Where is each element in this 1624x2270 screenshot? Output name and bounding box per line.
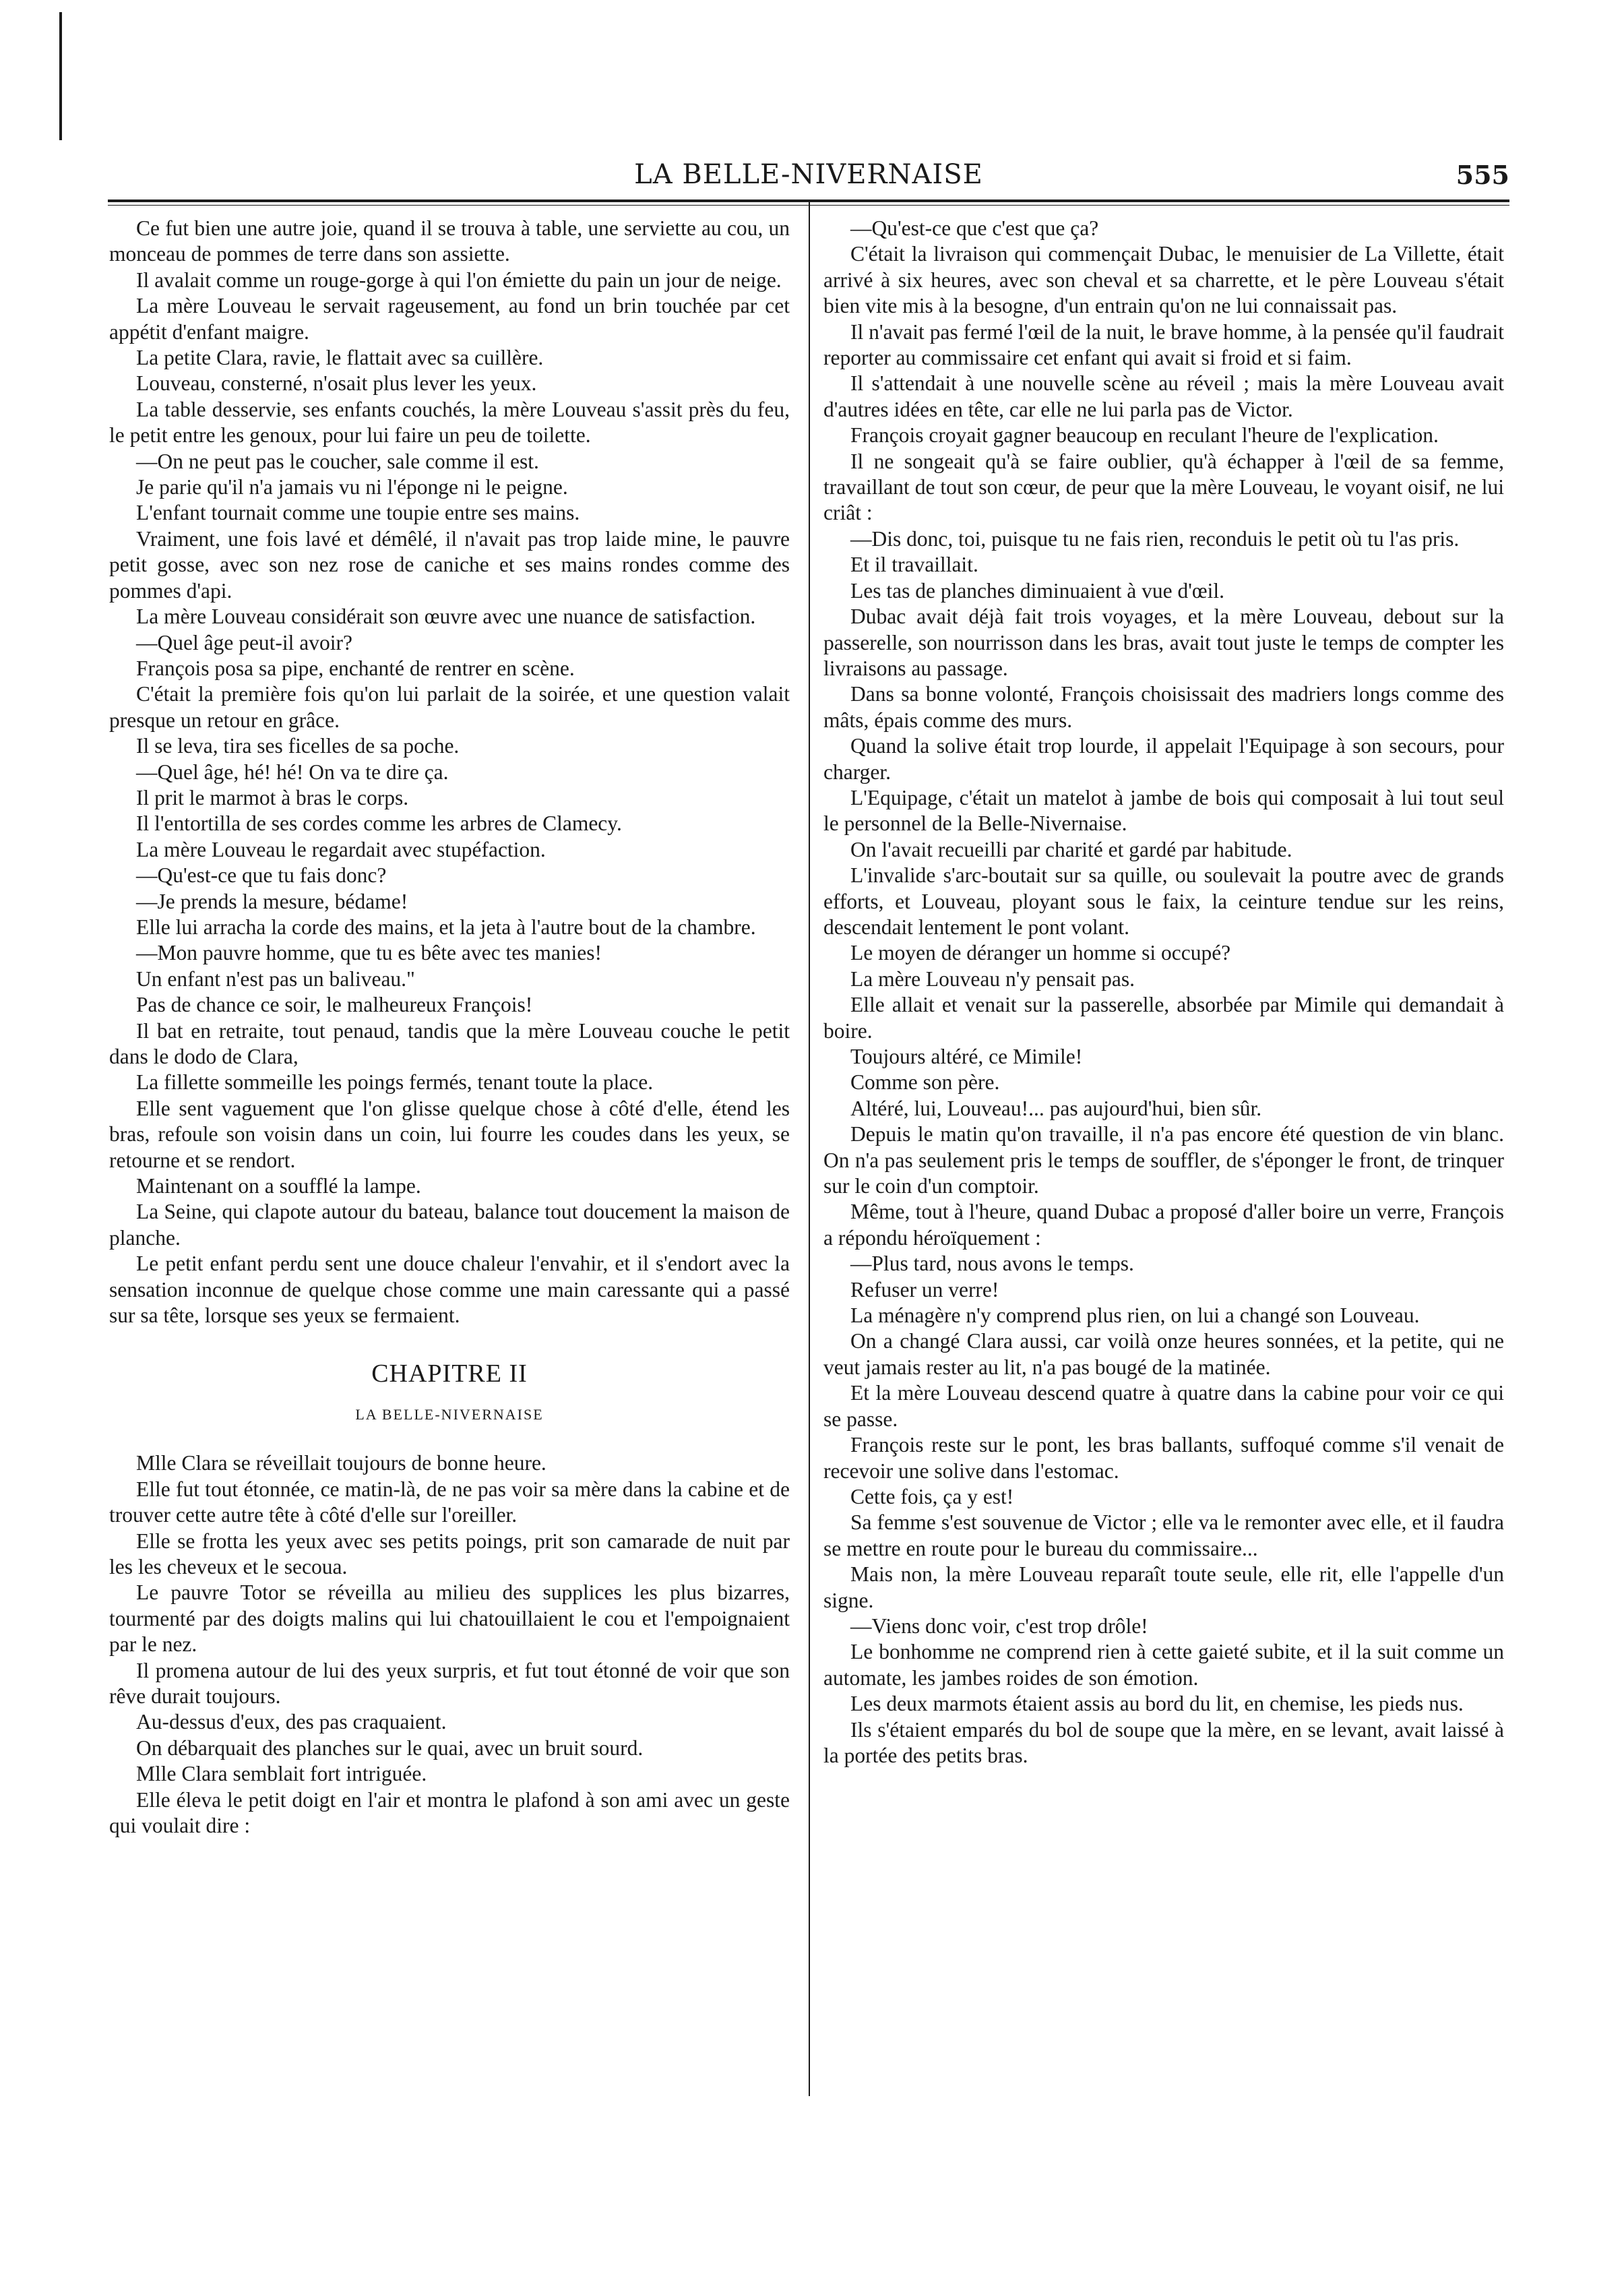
paragraph: Dans sa bonne volonté, François choisissait des madriers longs comme des mâts, épais comme des murs. <box>823 682 1504 732</box>
paragraph: On a changé Clara aussi, car voilà onze heures sonnées, et la petite, qui ne veut jamais rester au lit, n'a pas bougé de la matinée. <box>823 1329 1504 1379</box>
paragraph: Mlle Clara semblait fort intriguée. <box>136 1762 427 1786</box>
paragraph: Même, tout à l'heure, quand Dubac a proposé d'aller boire un verre, François a répondu héroïquement : <box>823 1200 1504 1250</box>
paragraph: —On ne peut pas le coucher, sale comme il est. <box>136 449 539 473</box>
paragraph: Comme son père. <box>850 1070 1000 1095</box>
paragraph: La table desservie, ses enfants couchés, la mère Louveau s'assit près du feu, le petit entre les genoux, pour lui faire un peu de toilette. <box>109 397 790 448</box>
paragraph: Je parie qu'il n'a jamais vu ni l'éponge ni le peigne. <box>136 475 568 499</box>
paragraph: Le petit enfant perdu sent une douce chaleur l'envahir, et il s'endort avec la sensation inconnue de quelque chose comme une main caressante qui a passé sur sa tête, lorsque ses yeux se fermaient. <box>109 1252 790 1328</box>
paragraph: Refuser un verre! <box>850 1277 999 1301</box>
column-divider <box>809 202 810 2096</box>
paragraph: Il bat en retraite, tout penaud, tandis que la mère Louveau couche le petit dans le dodo de Clara, <box>109 1018 790 1068</box>
paragraph: Dubac avait déjà fait trois voyages, et la mère Louveau, debout sur la passerelle, son nourrisson dans les bras, avait tout juste le temps de compter les livraisons au passage. <box>823 605 1504 680</box>
paragraph: Le moyen de déranger un homme si occupé? <box>850 941 1231 965</box>
page-header <box>108 156 1509 190</box>
paragraph: François posa sa pipe, enchanté de rentrer en scène. <box>136 656 575 680</box>
paragraph: Louveau, consterné, n'osait plus lever les yeux. <box>136 371 537 396</box>
paragraph: Le pauvre Totor se réveilla au milieu des supplices les plus bizarres, tourmenté par des doigts malins qui lui chatouillaient le cou et l'empoignaient par le nez. <box>109 1581 790 1657</box>
paragraph: Les deux marmots étaient assis au bord du lit, en chemise, les pieds nus. <box>850 1692 1464 1716</box>
paragraph: Vraiment, une fois lavé et démêlé, il n'avait pas trop laide mine, le pauvre petit gosse, avec son nez rose de caniche et ses mains rondes comme des pommes d'api. <box>109 526 790 603</box>
paragraph: La petite Clara, ravie, le flattait avec sa cuillère. <box>136 346 544 370</box>
paragraph: Sa femme s'est souvenue de Victor ; elle va le remonter avec elle, et il faudra se mettre en route pour le bureau du commissaire... <box>823 1510 1504 1560</box>
paragraph: La mère Louveau le servait rageusement, au fond un brin touchée par cet appétit d'enfant maigre. <box>109 294 790 344</box>
paragraph: —Quel âge peut-il avoir? <box>136 630 352 654</box>
paragraph: Et il travaillait. <box>850 553 978 577</box>
paragraph: —Quel âge, hé! hé! On va te dire ça. <box>136 760 449 784</box>
paragraph: François croyait gagner beaucoup en reculant l'heure de l'explication. <box>850 423 1439 448</box>
paragraph: Altéré, lui, Louveau!... pas aujourd'hui, bien sûr. <box>850 1096 1262 1120</box>
chapter-title: CHAPITRE II <box>371 1359 528 1388</box>
paragraph: Elle sent vaguement que l'on glisse quelque chose à côté d'elle, étend les bras, refoule son voisin dans un coin, lui fourre les coudes dans les yeux, se retourne et se rendort. <box>109 1096 790 1172</box>
paragraph: François reste sur le pont, les bras ballants, suffoqué comme s'il venait de recevoir une solive dans l'estomac. <box>823 1433 1504 1483</box>
paragraph: —Je prends la mesure, bédame! <box>136 889 408 913</box>
right-column <box>823 216 1504 1769</box>
left-paragraphs-after <box>109 1450 790 1839</box>
chapter-subtitle: LA BELLE-NIVERNAISE <box>355 1405 544 1423</box>
paragraph: Il ne songeait qu'à se faire oublier, qu'à échapper à l'œil de sa femme, travaillant de tout son cœur, de peur que la mère Louveau, le voyant oisif, ne lui criât : <box>823 449 1504 525</box>
paragraph: Cette fois, ça y est! <box>850 1484 1014 1508</box>
paragraph: Il prit le marmot à bras le corps. <box>136 785 409 809</box>
paragraph: C'était la première fois qu'on lui parlait de la soirée, et une question valait presque un retour en grâce. <box>109 682 790 732</box>
paragraph: Elle éleva le petit doigt en l'air et montra le plafond à son ami avec un geste qui voulait dire : <box>109 1787 790 1837</box>
margin-rule <box>59 12 62 140</box>
paragraph: La ménagère n'y comprend plus rien, on lui a changé son Louveau. <box>850 1303 1420 1328</box>
paragraph: Le bonhomme ne comprend rien à cette gaieté subite, et il la suit comme un automate, les jambes roides de son émotion. <box>823 1640 1504 1690</box>
page-number: 555 <box>1456 160 1509 190</box>
paragraph: Il s'attendait à une nouvelle scène au réveil ; mais la mère Louveau avait d'autres idées en tête, car elle ne lui parla pas de Victor. <box>823 371 1504 421</box>
paragraph: C'était la livraison qui commençait Dubac, le menuisier de La Villette, était arrivé à six heures, avec son cheval et sa charrette, et le père Louveau s'était bien vite mis à la besogne, d'un entrain qu'on ne lui connaissait pas. <box>823 242 1504 318</box>
left-column <box>109 216 790 1839</box>
paragraph: La Seine, qui clapote autour du bateau, balance tout doucement la maison de planche. <box>109 1200 790 1250</box>
paragraph: On l'avait recueilli par charité et gardé par habitude. <box>850 837 1292 861</box>
left-paragraphs-before <box>109 216 790 1328</box>
paragraph: Les tas de planches diminuaient à vue d'œil. <box>850 578 1225 603</box>
paragraph: Toujours altéré, ce Mimile! <box>850 1045 1083 1068</box>
paragraph: La fillette sommeille les poings fermés, tenant toute la place. <box>136 1070 654 1095</box>
paragraph: L'enfant tournait comme une toupie entre ses mains. <box>136 501 580 525</box>
paragraph: Au-dessus d'eux, des pas craquaient. <box>136 1710 447 1734</box>
paragraph: —Mon pauvre homme, que tu es bête avec tes manies! <box>136 941 602 965</box>
paragraph: Il promena autour de lui des yeux surpris, et fut tout étonné de voir que son rêve durait toujours. <box>109 1658 790 1708</box>
paragraph: On débarquait des planches sur le quai, avec un bruit sourd. <box>136 1736 644 1760</box>
paragraph: —Qu'est-ce que tu fais donc? <box>136 863 387 888</box>
right-paragraphs <box>823 216 1504 1769</box>
paragraph: Un enfant n'est pas un baliveau." <box>136 967 415 991</box>
paragraph: Il n'avait pas fermé l'œil de la nuit, le brave homme, à la pensée qu'il faudrait reporter au commissaire cet enfant qui avait si froid et si faim. <box>823 319 1504 370</box>
paragraph: L'Equipage, c'était un matelot à jambe de bois qui composait à lui tout seul le personnel de la Belle-Nivernaise. <box>823 785 1504 836</box>
paragraph: La mère Louveau n'y pensait pas. <box>850 967 1135 991</box>
paragraph: L'invalide s'arc-boutait sur sa quille, ou soulevait la poutre avec de grands efforts, et Louveau, ployant sous le faix, la ceinture tendue sur les reins, descendait lentement le pont volant. <box>823 863 1504 939</box>
paragraph: —Qu'est-ce que c'est que ça? <box>850 216 1099 240</box>
paragraph: La mère Louveau le regardait avec stupéfaction. <box>136 837 546 861</box>
paragraph: Mais non, la mère Louveau reparaît toute seule, elle rit, elle l'appelle d'un signe. <box>823 1562 1504 1612</box>
running-title: LA BELLE-NIVERNAISE <box>634 159 983 190</box>
paragraph: Il l'entortilla de ses cordes comme les arbres de Clamecy. <box>136 811 622 836</box>
paragraph: —Dis donc, toi, puisque tu ne fais rien, reconduis le petit où tu l'as pris. <box>850 526 1460 551</box>
paragraph: Elle lui arracha la corde des mains, et la jeta à l'autre bout de la chambre. <box>136 915 756 939</box>
paragraph: Quand la solive était trop lourde, il appelait l'Equipage à son secours, pour charger. <box>823 734 1504 784</box>
paragraph: Ce fut bien une autre joie, quand il se trouva à table, une serviette au cou, un monceau de pommes de terre dans son assiette. <box>109 216 790 266</box>
paragraph: Il avalait comme un rouge-gorge à qui l'on émiette du pain un jour de neige. <box>136 268 782 292</box>
paragraph: Ils s'étaient emparés du bol de soupe que la mère, en se levant, avait laissé à la portée des petits bras. <box>823 1717 1504 1767</box>
paragraph: Pas de chance ce soir, le malheureux François! <box>136 993 533 1017</box>
paragraph: Elle se frotta les yeux avec ses petits poings, prit son camarade de nuit par les les cheveux et le secoua. <box>109 1529 790 1578</box>
paragraph: Maintenant on a soufflé la lampe. <box>136 1174 421 1198</box>
paragraph: Depuis le matin qu'on travaille, il n'a pas encore été question de vin blanc. On n'a pas seulement pris le temps de souffler, de s'éponger le front, de trinquer sur le coin d'un comptoir. <box>823 1122 1504 1198</box>
paragraph: —Plus tard, nous avons le temps. <box>850 1252 1134 1276</box>
paragraph: —Viens donc voir, c'est trop drôle! <box>850 1614 1148 1638</box>
paragraph: Elle allait et venait sur la passerelle, absorbée par Mimile qui demandait à boire. <box>823 993 1504 1043</box>
paragraph: Mlle Clara se réveillait toujours de bonne heure. <box>136 1451 546 1475</box>
paragraph: Il se leva, tira ses ficelles de sa poche. <box>136 734 460 758</box>
paragraph: Elle fut tout étonnée, ce matin-là, de ne pas voir sa mère dans la cabine et de trouver cette autre tête à côté d'elle sur l'oreiller. <box>109 1477 790 1527</box>
paragraph: La mère Louveau considérait son œuvre avec une nuance de satisfaction. <box>136 605 756 629</box>
paragraph: Et la mère Louveau descend quatre à quatre dans la cabine pour voir ce qui se passe. <box>823 1381 1504 1431</box>
